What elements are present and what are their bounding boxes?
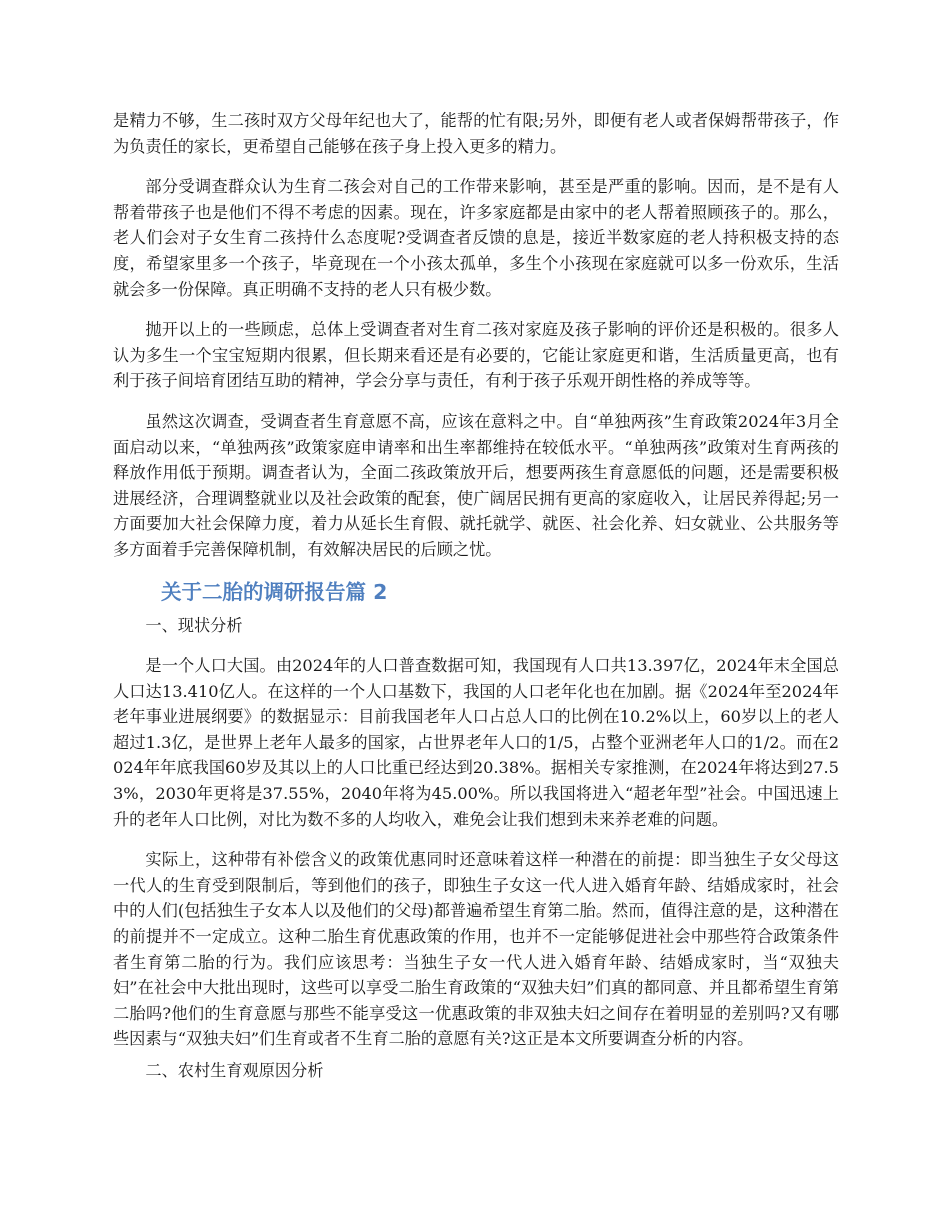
paragraph-continuation: 是精力不够，生二孩时双方父母年纪也大了，能帮的忙有限;另外，即便有老人或者保姆帮带孩子，作为负责任的家长，更希望自己能够在孩子身上投入更多的精力。 bbox=[113, 111, 839, 156]
section2-title: 二、农村生育观原因分析 bbox=[145, 1061, 324, 1080]
document-page bbox=[113, 108, 839, 1084]
paragraph-population-status: 是一个人口大国。由2024年的人口普查数据可知，我国现有人口共13.397亿，2024年末全国总人口达13.410亿人。在这样的一个人口基数下，我国的人口老年化也在加剧。据《2024年至2024年老年事业进展纲要》的数据显示：目前我国老年人口占总人口的比例在10.2%以上，60岁以上的老人超过1.3亿，是世界上老年人最多的国家，占世界老年人口的1/5，占整个亚洲老年人口的1/2。而在2024年年底我国60岁及其以上的人口比重已经达到20.38%。据相关专家推测，在2024年将达到27.53%，2030年更将是37.55%，2040年将为45.00%。所以我国将进入“超老年型”社会。中国迅速上升的老年人口比例，对比为数不多的人均收入，难免会让我们想到未来养老难的问题。 bbox=[113, 656, 839, 829]
paragraph-policy-conclusion: 虽然这次调查，受调查者生育意愿不高，应该在意料之中。自“单独两孩”生育政策2024年3月全面启动以来，“单独两孩”政策家庭申请率和出生率都维持在较低水平。“单独两孩”政策对生育两孩的释放作用低于预期。调查者认为，全面二孩政策放开后，想要两孩生育意愿低的问题，还是需要积极进展经济，合理调整就业以及社会政策的配套，使广阔居民拥有更高的家庭收入，让居民养得起;另一方面要加大社会保障力度，着力从延长生育假、就托就学、就医、社会化养、妇女就业、公共服务等多方面着手完善保障机制，有效解决居民的后顾之忧。 bbox=[113, 411, 839, 559]
paragraph-work-impact: 部分受调查群众认为生育二孩会对自己的工作带来影响，甚至是严重的影响。因而，是不是有人帮着带孩子也是他们不得不考虑的因素。现在，许多家庭都是由家中的老人帮着照顾孩子的。那么，老人们会对子女生育二孩持什么态度呢?受调查者反馈的息是，接近半数家庭的老人持积极支持的态度，希望家里多一个孩子，毕竟现在一个小孩太孤单，多生个小孩现在家庭就可以多一份欢乐，生活就会多一份保障。真正明确不支持的老人只有极少数。 bbox=[113, 177, 839, 299]
section-heading: 关于二胎的调研报告篇 2 bbox=[161, 579, 388, 604]
paragraph-policy-premise: 实际上，这种带有补偿含义的政策优惠同时还意味着这样一种潜在的前提：即当独生子女父母这一代人的生育受到限制后，等到他们的孩子，即独生子女这一代人进入婚育年龄、结婚成家时，社会中的人们(包括独生子女本人以及他们的父母)都普遍希望生育第二胎。然而，值得注意的是，这种潜在的前提并不一定成立。这种二胎生育优惠政策的作用，也并不一定能够促进社会中那些符合政策条件者生育第二胎的行为。我们应该思考：当独生子女一代人进入婚育年龄、结婚成家时，当“双独夫妇”在社会中大批出现时，这些可以享受二胎生育政策的“双独夫妇”们真的都同意、并且都希望生育第二胎吗?他们的生育意愿与那些不能享受这一优惠政策的非双独夫妇之间存在着明显的差别吗?又有哪些因素与“双独夫妇”们生育或者不生育二胎的意愿有关?这正是本文所要调查分析的内容。 bbox=[113, 850, 839, 1049]
paragraph-positive-evaluation: 抛开以上的一些顾虑，总体上受调查者对生育二孩对家庭及孩子影响的评价还是积极的。很多人认为多生一个宝宝短期内很累，但长期来看还是有必要的，它能让家庭更和谐，生活质量更高，也有利于孩子间培育团结互助的精神，学会分享与责任，有利于孩子乐观开朗性格的养成等等。 bbox=[113, 320, 839, 391]
section1-title: 一、现状分析 bbox=[145, 615, 243, 635]
